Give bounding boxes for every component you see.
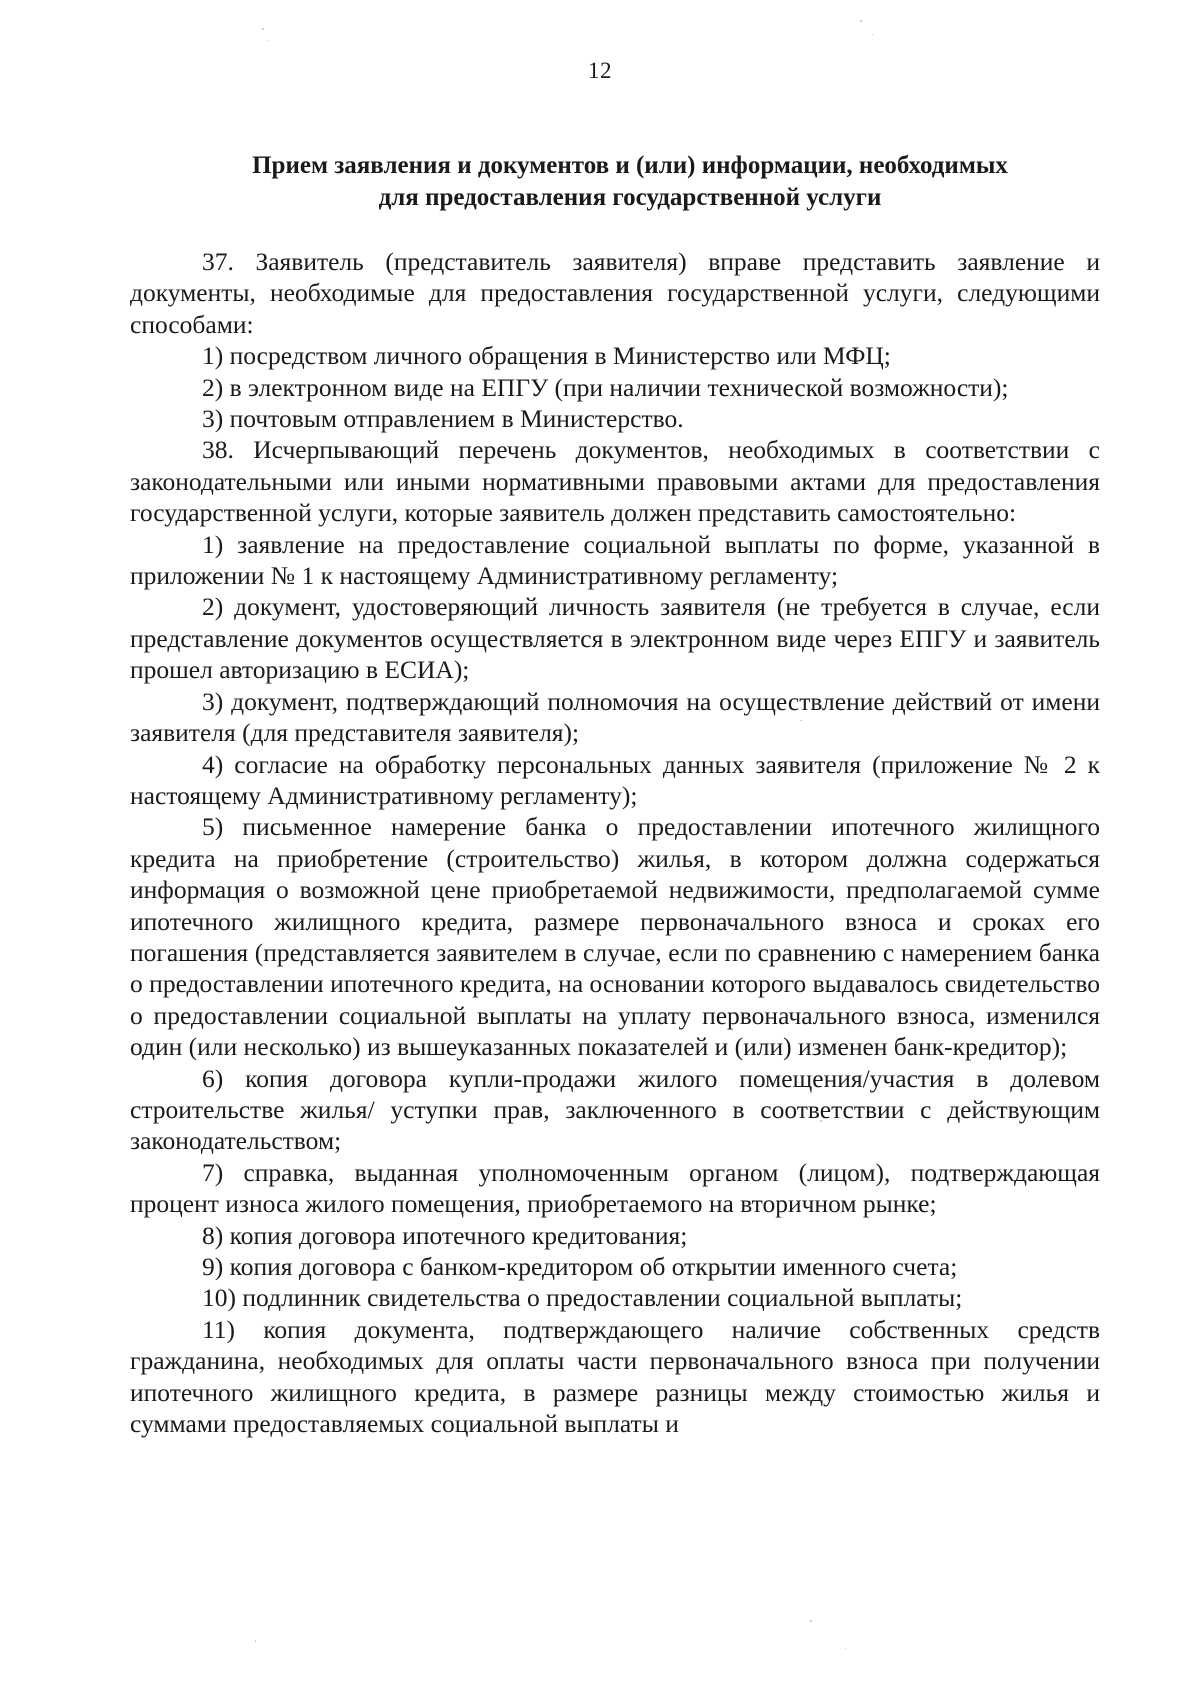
- paragraph-38: 38. Исчерпывающий перечень документов, необходимых в соответствии с законодательными или иными нормативными правовыми актами для предоставления государственной услуги, которые заявитель должен представить самостоятельно:: [130, 435, 1100, 528]
- scan-speck: [845, 1648, 846, 1649]
- list-item: 3) почтовым отправлением в Министерство.: [202, 404, 684, 434]
- list-item: 11) копия документа, подтверждающего наличие собственных средств гражданина, необходимых для оплаты части первоначального взноса при получении ипотечного жилищного кредита, в размере разницы между стоимостью жилья и суммами предоставляемых социальной выплаты и: [130, 1314, 1100, 1439]
- scan-speck: [262, 28, 264, 30]
- list-item: 7) справка, выданная уполномоченным органом (лицом), подтверждающая процент износа жилого помещения, приобретаемого на вторичном рынке;: [130, 1157, 1100, 1219]
- list-item: 1) посредством личного обращения в Министерство или МФЦ;: [202, 341, 891, 371]
- scan-speck: [810, 1620, 812, 1622]
- list-item: 3) документ, подтверждающий полномочия на осуществление действий от имени заявителя (для представителя заявителя);: [130, 686, 1100, 748]
- list-item: 8) копия договора ипотечного кредитования;: [202, 1220, 688, 1250]
- page-number: 12: [588, 58, 612, 83]
- scan-speck: [872, 34, 873, 35]
- scan-speck: [255, 1640, 256, 1642]
- scan-speck: [268, 40, 269, 41]
- document-body: [130, 246, 1100, 1439]
- list-item: 2) в электронном виде на ЕПГУ (при наличии технической возможности);: [202, 372, 1009, 402]
- list-item: 9) копия договора с банком-кредитором об открытии именного счета;: [202, 1252, 958, 1281]
- heading-line-2: для предоставления государственной услуги: [378, 184, 882, 211]
- list-item: 2) документ, удостоверяющий личность заявителя (не требуется в случае, если представление документов осуществляется в электронном виде через ЕПГУ и заявитель прошел авторизацию в ЕСИА);: [130, 592, 1100, 685]
- section-heading: [140, 150, 1120, 214]
- list-item: 4) согласие на обработку персональных данных заявителя (приложение № 2 к настоящему Административному регламенту);: [130, 749, 1100, 810]
- paragraph-37: 37. Заявитель (представитель заявителя) вправе представить заявление и документы, необходимые для предоставления государственной услуги, следующими способами:: [130, 247, 1100, 339]
- list-item: 5) письменное намерение банка о предоставлении ипотечного жилищного кредита на приобретение (строительство) жилья, в котором должна содержаться информация о возможной цене приобретаемой недвижимости, предполагаемой сумме ипотечного жилищного кредита, размере первоначального взноса и сроках его погашения (представляется заявителем в случае, если по сравнению с намерением банка о предоставлении ипотечного кредита, на основании которого выдавалось свидетельство о предоставлении социальной выплаты на уплату первоначального взноса, изменился один (или несколько) из вышеуказанных показателей и (или) изменен банк-кредитор);: [130, 812, 1100, 1062]
- list-item: 10) подлинник свидетельства о предоставлении социальной выплаты;: [202, 1283, 963, 1313]
- list-item: 1) заявление на предоставление социальной выплаты по форме, указанной в приложении № 1 к настоящему Административному регламенту;: [130, 529, 1100, 591]
- list-item: 6) копия договора купли-продажи жилого помещения/участия в долевом строительстве жилья/ уступки прав, заключенного в соответствии с действующим законодательством;: [130, 1063, 1100, 1156]
- heading-line-1: Прием заявления и документов и (или) информации, необходимых: [252, 152, 1008, 179]
- scan-speck: [860, 20, 862, 22]
